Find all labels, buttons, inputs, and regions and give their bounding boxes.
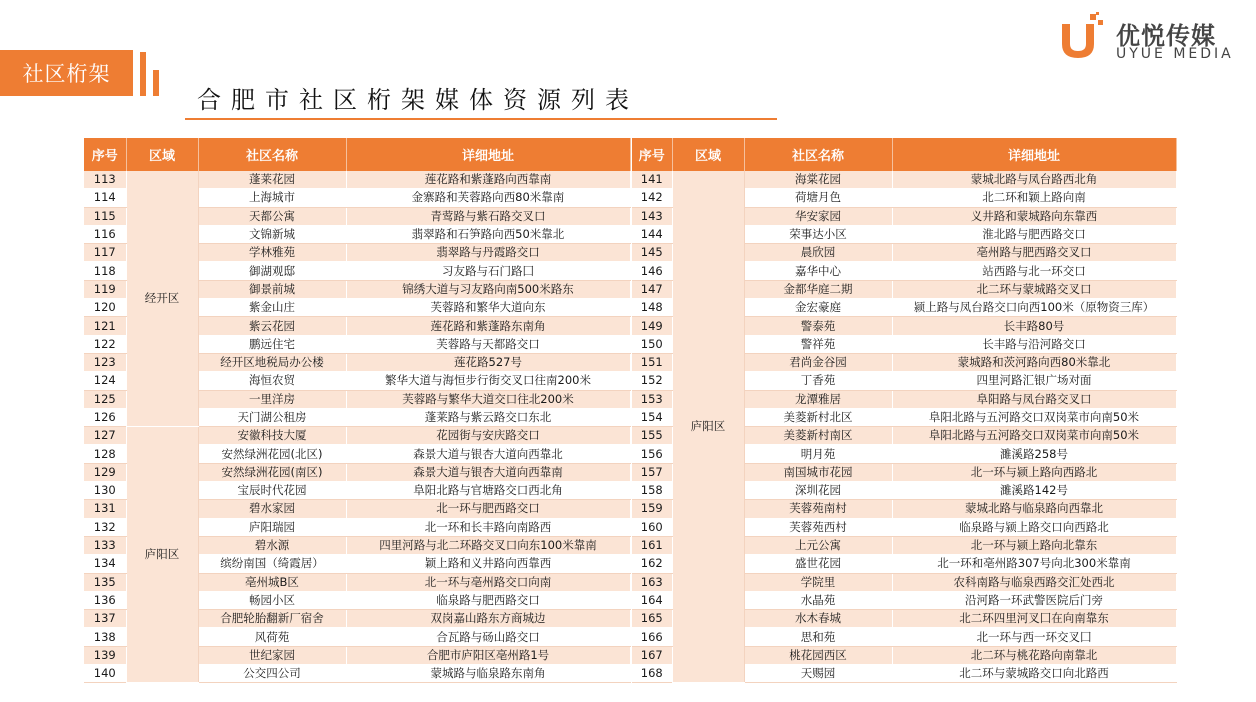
cell-no: 168 <box>632 665 672 683</box>
cell-no: 134 <box>84 555 126 573</box>
cell-address: 青莺路与紫石路交叉口 <box>346 207 630 225</box>
cell-name: 明月苑 <box>744 445 892 463</box>
cell-name: 一里洋房 <box>198 390 346 408</box>
cell-name: 庐阳瑞园 <box>198 518 346 536</box>
cell-name: 安然绿洲花园(南区) <box>198 463 346 481</box>
cell-address: 北一环与亳州路交口向南 <box>346 573 630 591</box>
cell-no: 151 <box>632 353 672 371</box>
cell-address: 北一环和亳州路307号向北300米靠南 <box>892 555 1176 573</box>
cell-no: 148 <box>632 299 672 317</box>
cell-no: 128 <box>84 445 126 463</box>
cell-address: 颖上路和义井路向西靠西 <box>346 555 630 573</box>
cell-no: 114 <box>84 189 126 207</box>
cell-address: 亳州路与肥西路交叉口 <box>892 244 1176 262</box>
cell-name: 合肥轮胎翻新厂宿舍 <box>198 610 346 628</box>
cell-no: 166 <box>632 628 672 646</box>
cell-name: 安徽科技大厦 <box>198 427 346 445</box>
cell-no: 138 <box>84 628 126 646</box>
table-header-row <box>84 138 630 171</box>
cell-no: 161 <box>632 536 672 554</box>
cell-no: 121 <box>84 317 126 335</box>
right-table <box>632 138 1177 683</box>
cell-address: 颍上路与凤台路交口向西100米（原物资三库） <box>892 299 1176 317</box>
cell-name: 金宏豪庭 <box>744 299 892 317</box>
cell-address: 北二环与蒙城路交口向北路西 <box>892 665 1176 683</box>
cell-no: 119 <box>84 280 126 298</box>
cell-name: 深圳花园 <box>744 482 892 500</box>
cell-address: 濉溪路258号 <box>892 445 1176 463</box>
left-table-container <box>84 138 631 683</box>
cell-address: 沿河路一环武警医院后门旁 <box>892 591 1176 609</box>
cell-name: 蓬莱花园 <box>198 171 346 189</box>
cell-address: 北一环与颍上路向北靠东 <box>892 536 1176 554</box>
cell-no: 153 <box>632 390 672 408</box>
cell-name: 丁香苑 <box>744 372 892 390</box>
cell-address: 北二环和颖上路向南 <box>892 189 1176 207</box>
cell-name: 碧水家园 <box>198 500 346 518</box>
cell-no: 167 <box>632 646 672 664</box>
header-address: 详细地址 <box>346 138 630 171</box>
cell-address: 蒙城路与临泉路东南角 <box>346 665 630 683</box>
cell-name: 海棠花园 <box>744 171 892 189</box>
cell-no: 149 <box>632 317 672 335</box>
left-table <box>84 138 631 683</box>
cell-no: 140 <box>84 665 126 683</box>
cell-name: 龙潭雅居 <box>744 390 892 408</box>
cell-address: 长丰路80号 <box>892 317 1176 335</box>
cell-no: 135 <box>84 573 126 591</box>
cell-name: 芙蓉苑西村 <box>744 518 892 536</box>
cell-name: 紫金山庄 <box>198 299 346 317</box>
cell-no: 155 <box>632 427 672 445</box>
header-name: 社区名称 <box>198 138 346 171</box>
cell-name: 学林雅苑 <box>198 244 346 262</box>
cell-address: 合肥市庐阳区亳州路1号 <box>346 646 630 664</box>
cell-name: 天赐园 <box>744 665 892 683</box>
header-address: 详细地址 <box>892 138 1176 171</box>
cell-no: 113 <box>84 171 126 189</box>
cell-address: 站西路与北一环交口 <box>892 262 1176 280</box>
cell-address: 濉溪路142号 <box>892 482 1176 500</box>
cell-no: 136 <box>84 591 126 609</box>
cell-name: 经开区地税局办公楼 <box>198 353 346 371</box>
cell-name: 晨欣园 <box>744 244 892 262</box>
cell-no: 131 <box>84 500 126 518</box>
cell-address: 北一环与肥西路交口 <box>346 500 630 518</box>
cell-address: 临泉路与颍上路交口向西路北 <box>892 518 1176 536</box>
cell-name: 文锦新城 <box>198 225 346 243</box>
cell-no: 144 <box>632 225 672 243</box>
cell-name: 御景前城 <box>198 280 346 298</box>
cell-address: 翡翠路和石笋路向西50米靠北 <box>346 225 630 243</box>
cell-address: 芙蓉路与繁华大道交口往北200米 <box>346 390 630 408</box>
cell-address: 莲花路527号 <box>346 353 630 371</box>
cell-no: 120 <box>84 299 126 317</box>
header-name: 社区名称 <box>744 138 892 171</box>
cell-name: 碧水源 <box>198 536 346 554</box>
cell-address: 金寨路和芙蓉路向西80米靠南 <box>346 189 630 207</box>
cell-name: 君尚金谷园 <box>744 353 892 371</box>
cell-name: 天门湖公租房 <box>198 408 346 426</box>
cell-address: 双岗嘉山路东方商城边 <box>346 610 630 628</box>
decor-bar <box>153 70 159 96</box>
cell-address: 森景大道与银杏大道向西靠北 <box>346 445 630 463</box>
cell-address: 合瓦路与砀山路交口 <box>346 628 630 646</box>
cell-address: 芙蓉路与天都路交口 <box>346 335 630 353</box>
section-tag: 社区桁架 <box>0 50 133 96</box>
cell-name: 美菱新村南区 <box>744 427 892 445</box>
cell-address: 义井路和蒙城路向东靠西 <box>892 207 1176 225</box>
cell-address: 北二环与桃花路向南靠北 <box>892 646 1176 664</box>
cell-no: 165 <box>632 610 672 628</box>
cell-address: 习友路与石门路囗 <box>346 262 630 280</box>
cell-address: 芙蓉路和繁华大道向东 <box>346 299 630 317</box>
cell-address: 莲花路和紫蓬路东南角 <box>346 317 630 335</box>
cell-name: 公交四公司 <box>198 665 346 683</box>
cell-no: 147 <box>632 280 672 298</box>
cell-address: 花园街与安庆路交口 <box>346 427 630 445</box>
cell-no: 137 <box>84 610 126 628</box>
cell-address: 翡翠路与丹霞路交口 <box>346 244 630 262</box>
logo-text-cn: 优悦传媒 <box>1116 22 1216 50</box>
cell-address: 蒙城路和茨河路向西80米靠北 <box>892 353 1176 371</box>
cell-no: 115 <box>84 207 126 225</box>
cell-no: 156 <box>632 445 672 463</box>
cell-address: 阜阳北路与五河路交口双岗菜市向南50米 <box>892 408 1176 426</box>
cell-address: 阜阳路与凤台路交叉口 <box>892 390 1176 408</box>
cell-name: 安然绿洲花园(北区) <box>198 445 346 463</box>
cell-name: 荷塘月色 <box>744 189 892 207</box>
cell-address: 阜阳北路与五河路交口双岗菜市向南50米 <box>892 427 1176 445</box>
table-row <box>632 171 1176 189</box>
cell-no: 133 <box>84 536 126 554</box>
cell-address: 农科南路与临泉西路交汇处西北 <box>892 573 1176 591</box>
header-no: 序号 <box>632 138 672 171</box>
cell-name: 学院里 <box>744 573 892 591</box>
cell-address: 莲花路和紫蓬路向西靠南 <box>346 171 630 189</box>
cell-address: 淮北路与肥西路交口 <box>892 225 1176 243</box>
cell-address: 繁华大道与海恒步行街交叉口往南200米 <box>346 372 630 390</box>
title-underline <box>185 118 777 120</box>
cell-no: 127 <box>84 427 126 445</box>
logo <box>1058 12 1248 64</box>
cell-name: 嘉华中心 <box>744 262 892 280</box>
table-header-row <box>632 138 1176 171</box>
cell-address: 蓬莱路与紫云路交口东北 <box>346 408 630 426</box>
cell-no: 132 <box>84 518 126 536</box>
cell-name: 金都华庭二期 <box>744 280 892 298</box>
cell-no: 154 <box>632 408 672 426</box>
cell-address: 北一环与西一环交叉囗 <box>892 628 1176 646</box>
cell-region: 经开区 <box>126 171 198 427</box>
cell-no: 122 <box>84 335 126 353</box>
cell-name: 紫云花园 <box>198 317 346 335</box>
cell-name: 华安家园 <box>744 207 892 225</box>
cell-address: 北一环和长丰路向南路西 <box>346 518 630 536</box>
cell-no: 163 <box>632 573 672 591</box>
cell-no: 159 <box>632 500 672 518</box>
cell-name: 鹏远住宅 <box>198 335 346 353</box>
cell-name: 风荷苑 <box>198 628 346 646</box>
cell-address: 四里河路汇银广场对面 <box>892 372 1176 390</box>
cell-region: 庐阳区 <box>126 427 198 683</box>
cell-no: 146 <box>632 262 672 280</box>
cell-address: 北二环四里河叉囗在向南靠东 <box>892 610 1176 628</box>
cell-no: 150 <box>632 335 672 353</box>
cell-name: 畅园小区 <box>198 591 346 609</box>
cell-no: 152 <box>632 372 672 390</box>
table-row <box>84 427 630 445</box>
decor-bar <box>140 52 146 96</box>
cell-name: 警泰苑 <box>744 317 892 335</box>
cell-name: 思和苑 <box>744 628 892 646</box>
cell-no: 130 <box>84 482 126 500</box>
cell-no: 116 <box>84 225 126 243</box>
cell-no: 123 <box>84 353 126 371</box>
cell-region: 庐阳区 <box>672 171 744 683</box>
cell-address: 蒙城北路与临泉路向西靠北 <box>892 500 1176 518</box>
table-row <box>84 171 630 189</box>
cell-no: 141 <box>632 171 672 189</box>
cell-address: 临泉路与肥西路交口 <box>346 591 630 609</box>
cell-no: 118 <box>84 262 126 280</box>
cell-name: 缤纷南国（绮霞居） <box>198 555 346 573</box>
cell-no: 139 <box>84 646 126 664</box>
cell-address: 阜阳北路与官塘路交口西北角 <box>346 482 630 500</box>
header-region: 区域 <box>126 138 198 171</box>
cell-address: 蒙城北路与凤台路西北角 <box>892 171 1176 189</box>
cell-no: 145 <box>632 244 672 262</box>
logo-text-en: UYUE MEDIA <box>1116 46 1234 62</box>
cell-name: 亳州城B区 <box>198 573 346 591</box>
cell-no: 143 <box>632 207 672 225</box>
cell-name: 荣事达小区 <box>744 225 892 243</box>
cell-no: 160 <box>632 518 672 536</box>
cell-no: 162 <box>632 555 672 573</box>
cell-name: 美菱新村北区 <box>744 408 892 426</box>
cell-name: 水晶苑 <box>744 591 892 609</box>
cell-no: 124 <box>84 372 126 390</box>
cell-address: 北二环与蒙城路交叉口 <box>892 280 1176 298</box>
right-table-container <box>632 138 1177 683</box>
cell-address: 锦绣大道与习友路向南500米路东 <box>346 280 630 298</box>
cell-name: 盛世花园 <box>744 555 892 573</box>
header-no: 序号 <box>84 138 126 171</box>
cell-no: 129 <box>84 463 126 481</box>
cell-name: 上海城市 <box>198 189 346 207</box>
cell-name: 御湖观邸 <box>198 262 346 280</box>
cell-no: 164 <box>632 591 672 609</box>
header-region: 区域 <box>672 138 744 171</box>
cell-no: 142 <box>632 189 672 207</box>
cell-name: 天都公寓 <box>198 207 346 225</box>
cell-name: 宝辰时代花园 <box>198 482 346 500</box>
cell-name: 警祥苑 <box>744 335 892 353</box>
cell-no: 158 <box>632 482 672 500</box>
cell-address: 长丰路与沿河路交口 <box>892 335 1176 353</box>
page-title: 合肥市社区桁架媒体资源列表 <box>197 86 639 114</box>
cell-address: 四里河路与北二环路交叉口向东100米靠南 <box>346 536 630 554</box>
cell-name: 上元公寓 <box>744 536 892 554</box>
cell-name: 海恒农贸 <box>198 372 346 390</box>
cell-name: 世纪家园 <box>198 646 346 664</box>
cell-address: 森景大道与银杏大道向西靠南 <box>346 463 630 481</box>
cell-no: 125 <box>84 390 126 408</box>
cell-name: 芙蓉苑南村 <box>744 500 892 518</box>
cell-name: 南国城市花园 <box>744 463 892 481</box>
cell-no: 126 <box>84 408 126 426</box>
cell-name: 桃花园西区 <box>744 646 892 664</box>
logo-mark-icon <box>1058 12 1104 62</box>
cell-no: 117 <box>84 244 126 262</box>
cell-address: 北一环与颍上路向西路北 <box>892 463 1176 481</box>
cell-no: 157 <box>632 463 672 481</box>
cell-name: 水木春城 <box>744 610 892 628</box>
